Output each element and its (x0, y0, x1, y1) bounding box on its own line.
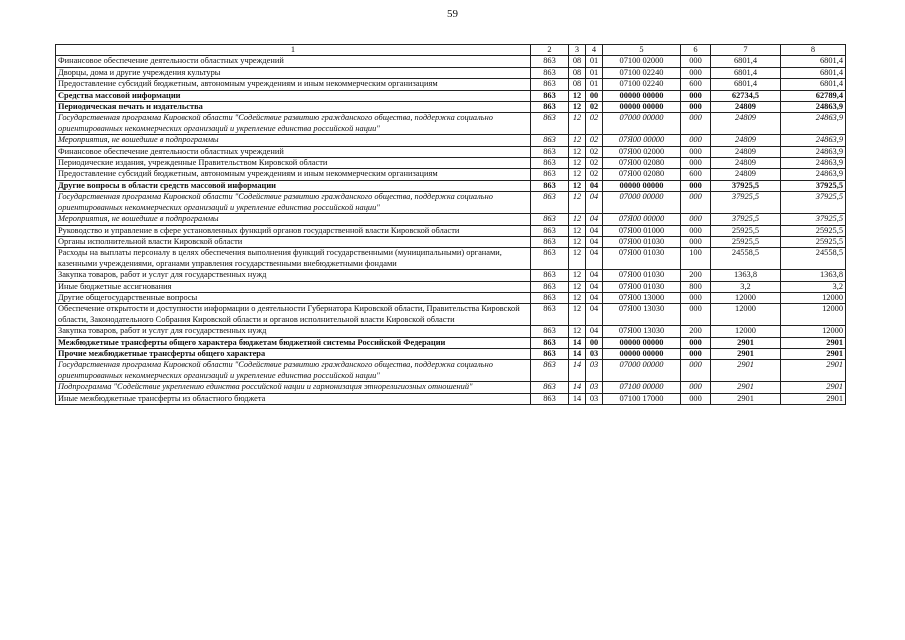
subsection-code-cell: 00 (586, 337, 603, 348)
amount-year1-cell: 6801,4 (711, 67, 781, 78)
target-article-cell: 00000 00000 (603, 180, 681, 191)
subsection-code-cell: 03 (586, 393, 603, 404)
subsection-code-cell: 04 (586, 180, 603, 191)
table-row (56, 236, 846, 247)
expense-name-cell: Иные межбюджетные трансферты из областного бюджета (56, 393, 531, 404)
subsection-code-cell: 03 (586, 382, 603, 393)
subsection-code-cell: 00 (586, 90, 603, 101)
amount-year1-cell: 2901 (711, 337, 781, 348)
table-row (56, 214, 846, 225)
target-article-cell: 07Я00 02080 (603, 169, 681, 180)
table-row (56, 158, 846, 169)
expense-type-cell: 000 (681, 113, 711, 135)
expense-type-cell: 200 (681, 270, 711, 281)
amount-year2-cell: 6801,4 (781, 67, 846, 78)
section-code-cell: 08 (569, 67, 586, 78)
subsection-code-cell: 04 (586, 326, 603, 337)
column-header: 1 (56, 45, 531, 56)
section-code-cell: 12 (569, 326, 586, 337)
section-code-cell: 12 (569, 236, 586, 247)
expense-name-cell: Расходы на выплаты персоналу в целях обеспечения выполнения функций государственными (муниципальными) органами, казенными учреждениями, органами управления государственными внебюджетными фондами (56, 248, 531, 270)
amount-year2-cell: 37925,5 (781, 214, 846, 225)
section-code-cell: 12 (569, 135, 586, 146)
target-article-cell: 07Я00 13000 (603, 292, 681, 303)
section-code-cell: 12 (569, 102, 586, 113)
expense-type-cell: 800 (681, 281, 711, 292)
amount-year2-cell: 24863,9 (781, 135, 846, 146)
amount-year2-cell: 37925,5 (781, 180, 846, 191)
table-body (56, 56, 846, 405)
target-article-cell: 07Я00 02000 (603, 146, 681, 157)
department-code-cell: 863 (531, 56, 569, 67)
table-row (56, 79, 846, 90)
expense-type-cell: 200 (681, 326, 711, 337)
target-article-cell: 07Я00 01000 (603, 225, 681, 236)
table-row (56, 248, 846, 270)
department-code-cell: 863 (531, 180, 569, 191)
subsection-code-cell: 03 (586, 360, 603, 382)
expense-name-cell: Прочие межбюджетные трансферты общего характера (56, 348, 531, 359)
column-header: 4 (586, 45, 603, 56)
target-article-cell: 07Я00 01030 (603, 236, 681, 247)
expense-type-cell: 000 (681, 360, 711, 382)
expense-type-cell: 000 (681, 180, 711, 191)
amount-year1-cell: 24809 (711, 169, 781, 180)
expense-name-cell: Предоставление субсидий бюджетным, автономным учреждениям и иным некоммерческим организациям (56, 79, 531, 90)
section-code-cell: 12 (569, 113, 586, 135)
table-row (56, 225, 846, 236)
expense-name-cell: Финансовое обеспечение деятельности областных учреждений (56, 56, 531, 67)
expense-name-cell: Финансовое обеспечение деятельности областных учреждений (56, 146, 531, 157)
section-code-cell: 12 (569, 225, 586, 236)
table-row (56, 67, 846, 78)
subsection-code-cell: 03 (586, 348, 603, 359)
department-code-cell: 863 (531, 382, 569, 393)
expense-name-cell: Периодическая печать и издательства (56, 102, 531, 113)
table-row (56, 192, 846, 214)
table-row (56, 281, 846, 292)
subsection-code-cell: 04 (586, 292, 603, 303)
section-code-cell: 12 (569, 304, 586, 326)
department-code-cell: 863 (531, 90, 569, 101)
section-code-cell: 14 (569, 337, 586, 348)
section-code-cell: 14 (569, 360, 586, 382)
subsection-code-cell: 01 (586, 56, 603, 67)
amount-year1-cell: 12000 (711, 326, 781, 337)
expense-type-cell: 000 (681, 158, 711, 169)
table-row (56, 393, 846, 404)
department-code-cell: 863 (531, 225, 569, 236)
section-code-cell: 12 (569, 192, 586, 214)
section-code-cell: 14 (569, 393, 586, 404)
target-article-cell: 07100 02240 (603, 79, 681, 90)
target-article-cell: 07100 17000 (603, 393, 681, 404)
amount-year1-cell: 24809 (711, 113, 781, 135)
column-header: 6 (681, 45, 711, 56)
amount-year1-cell: 37925,5 (711, 192, 781, 214)
subsection-code-cell: 02 (586, 158, 603, 169)
department-code-cell: 863 (531, 214, 569, 225)
amount-year2-cell: 12000 (781, 304, 846, 326)
department-code-cell: 863 (531, 326, 569, 337)
expense-name-cell: Дворцы, дома и другие учреждения культуры (56, 67, 531, 78)
expense-name-cell: Государственная программа Кировской области "Содействие развитию гражданского общества, поддержка социально ориентированных некоммерческих организаций и укрепление единства российской нации" (56, 192, 531, 214)
amount-year2-cell: 6801,4 (781, 56, 846, 67)
subsection-code-cell: 02 (586, 169, 603, 180)
expense-name-cell: Мероприятия, не вошедшие в подпрограммы (56, 135, 531, 146)
expense-type-cell: 100 (681, 248, 711, 270)
subsection-code-cell: 04 (586, 236, 603, 247)
target-article-cell: 00000 00000 (603, 90, 681, 101)
amount-year2-cell: 6801,4 (781, 79, 846, 90)
target-article-cell: 07000 00000 (603, 360, 681, 382)
table-row (56, 169, 846, 180)
subsection-code-cell: 02 (586, 102, 603, 113)
section-code-cell: 12 (569, 90, 586, 101)
table-row (56, 113, 846, 135)
section-code-cell: 12 (569, 248, 586, 270)
department-code-cell: 863 (531, 67, 569, 78)
expense-type-cell: 000 (681, 236, 711, 247)
column-header: 2 (531, 45, 569, 56)
table-row (56, 180, 846, 191)
table-row (56, 56, 846, 67)
section-code-cell: 14 (569, 348, 586, 359)
subsection-code-cell: 02 (586, 146, 603, 157)
table-row (56, 135, 846, 146)
expense-type-cell: 000 (681, 90, 711, 101)
column-header: 7 (711, 45, 781, 56)
expense-type-cell: 000 (681, 146, 711, 157)
amount-year1-cell: 6801,4 (711, 56, 781, 67)
target-article-cell: 07Я00 01030 (603, 281, 681, 292)
expense-name-cell: Обеспечение открытости и доступности информации о деятельности Губернатора Кировской области, Правительства Кировской области, Законодательного Собрания Кировской области и органов исполнительной власти Кировской области (56, 304, 531, 326)
amount-year1-cell: 1363,8 (711, 270, 781, 281)
table-row (56, 360, 846, 382)
subsection-code-cell: 04 (586, 304, 603, 326)
expense-name-cell: Периодические издания, учрежденные Правительством Кировской области (56, 158, 531, 169)
subsection-code-cell: 04 (586, 281, 603, 292)
target-article-cell: 07Я00 00000 (603, 135, 681, 146)
amount-year2-cell: 24863,9 (781, 169, 846, 180)
amount-year1-cell: 24809 (711, 146, 781, 157)
expense-type-cell: 000 (681, 225, 711, 236)
amount-year1-cell: 24809 (711, 135, 781, 146)
department-code-cell: 863 (531, 281, 569, 292)
subsection-code-cell: 04 (586, 225, 603, 236)
subsection-code-cell: 04 (586, 270, 603, 281)
expense-type-cell: 000 (681, 102, 711, 113)
amount-year2-cell: 24558,5 (781, 248, 846, 270)
section-code-cell: 12 (569, 158, 586, 169)
amount-year2-cell: 12000 (781, 326, 846, 337)
column-number-row (56, 45, 846, 56)
section-code-cell: 12 (569, 214, 586, 225)
section-code-cell: 08 (569, 56, 586, 67)
budget-table (55, 44, 846, 405)
department-code-cell: 863 (531, 304, 569, 326)
department-code-cell: 863 (531, 102, 569, 113)
amount-year1-cell: 6801,4 (711, 79, 781, 90)
department-code-cell: 863 (531, 292, 569, 303)
expense-name-cell: Подпрограмма "Содействие укреплению единства российской нации и гармонизация этнорелигиозных отношений" (56, 382, 531, 393)
target-article-cell: 07Я00 01030 (603, 270, 681, 281)
table-row (56, 90, 846, 101)
table-row (56, 102, 846, 113)
page-number: 59 (447, 8, 458, 20)
department-code-cell: 863 (531, 248, 569, 270)
expense-type-cell: 000 (681, 348, 711, 359)
expense-type-cell: 000 (681, 135, 711, 146)
subsection-code-cell: 04 (586, 214, 603, 225)
amount-year1-cell: 37925,5 (711, 180, 781, 191)
department-code-cell: 863 (531, 348, 569, 359)
expense-name-cell: Государственная программа Кировской области "Содействие развитию гражданского общества, поддержка социально ориентированных некоммерческих организаций и укрепление единства российской нации" (56, 360, 531, 382)
expense-type-cell: 000 (681, 192, 711, 214)
expense-type-cell: 000 (681, 67, 711, 78)
amount-year2-cell: 2901 (781, 393, 846, 404)
target-article-cell: 07Я00 02080 (603, 158, 681, 169)
amount-year1-cell: 37925,5 (711, 214, 781, 225)
target-article-cell: 07100 02000 (603, 56, 681, 67)
expense-type-cell: 000 (681, 292, 711, 303)
target-article-cell: 07Я00 13030 (603, 304, 681, 326)
department-code-cell: 863 (531, 337, 569, 348)
section-code-cell: 12 (569, 270, 586, 281)
expense-type-cell: 600 (681, 169, 711, 180)
target-article-cell: 00000 00000 (603, 337, 681, 348)
target-article-cell: 00000 00000 (603, 348, 681, 359)
expense-type-cell: 000 (681, 393, 711, 404)
expense-type-cell: 000 (681, 382, 711, 393)
subsection-code-cell: 01 (586, 79, 603, 90)
amount-year2-cell: 24863,9 (781, 113, 846, 135)
expense-name-cell: Руководство и управление в сфере установленных функций органов государственной власти Кировской области (56, 225, 531, 236)
expense-name-cell: Межбюджетные трансферты общего характера бюджетам бюджетной системы Российской Федерации (56, 337, 531, 348)
target-article-cell: 07000 00000 (603, 192, 681, 214)
expense-name-cell: Предоставление субсидий бюджетным, автономным учреждениям и иным некоммерческим организациям (56, 169, 531, 180)
expense-type-cell: 000 (681, 337, 711, 348)
amount-year2-cell: 2901 (781, 337, 846, 348)
subsection-code-cell: 01 (586, 67, 603, 78)
table-row (56, 292, 846, 303)
amount-year1-cell: 2901 (711, 360, 781, 382)
table-row (56, 348, 846, 359)
department-code-cell: 863 (531, 79, 569, 90)
department-code-cell: 863 (531, 158, 569, 169)
amount-year2-cell: 62789,4 (781, 90, 846, 101)
column-header: 5 (603, 45, 681, 56)
section-code-cell: 12 (569, 180, 586, 191)
section-code-cell: 14 (569, 382, 586, 393)
expense-type-cell: 000 (681, 56, 711, 67)
amount-year2-cell: 24863,9 (781, 158, 846, 169)
expense-type-cell: 000 (681, 214, 711, 225)
amount-year2-cell: 37925,5 (781, 192, 846, 214)
amount-year2-cell: 1363,8 (781, 270, 846, 281)
subsection-code-cell: 04 (586, 192, 603, 214)
amount-year2-cell: 25925,5 (781, 225, 846, 236)
column-header: 8 (781, 45, 846, 56)
amount-year1-cell: 2901 (711, 393, 781, 404)
department-code-cell: 863 (531, 146, 569, 157)
amount-year1-cell: 2901 (711, 382, 781, 393)
amount-year1-cell: 25925,5 (711, 225, 781, 236)
section-code-cell: 12 (569, 281, 586, 292)
section-code-cell: 08 (569, 79, 586, 90)
expense-type-cell: 000 (681, 304, 711, 326)
amount-year2-cell: 25925,5 (781, 236, 846, 247)
target-article-cell: 07100 02240 (603, 67, 681, 78)
amount-year1-cell: 12000 (711, 292, 781, 303)
department-code-cell: 863 (531, 169, 569, 180)
target-article-cell: 07100 00000 (603, 382, 681, 393)
amount-year1-cell: 62734,5 (711, 90, 781, 101)
amount-year1-cell: 24809 (711, 158, 781, 169)
table-row (56, 337, 846, 348)
expense-name-cell: Закупка товаров, работ и услуг для государственных нужд (56, 270, 531, 281)
target-article-cell: 07Я00 13030 (603, 326, 681, 337)
expense-type-cell: 600 (681, 79, 711, 90)
target-article-cell: 07000 00000 (603, 113, 681, 135)
expense-name-cell: Другие вопросы в области средств массовой информации (56, 180, 531, 191)
department-code-cell: 863 (531, 360, 569, 382)
section-code-cell: 12 (569, 292, 586, 303)
amount-year1-cell: 2901 (711, 348, 781, 359)
target-article-cell: 07Я00 00000 (603, 214, 681, 225)
department-code-cell: 863 (531, 113, 569, 135)
amount-year1-cell: 24558,5 (711, 248, 781, 270)
expense-name-cell: Мероприятия, не вошедшие в подпрограммы (56, 214, 531, 225)
section-code-cell: 12 (569, 169, 586, 180)
table-row (56, 326, 846, 337)
table-row (56, 270, 846, 281)
amount-year1-cell: 12000 (711, 304, 781, 326)
column-header: 3 (569, 45, 586, 56)
amount-year2-cell: 24863,9 (781, 146, 846, 157)
expense-name-cell: Государственная программа Кировской области "Содействие развитию гражданского общества, поддержка социально ориентированных некоммерческих организаций и укрепление единства российской нации" (56, 113, 531, 135)
amount-year2-cell: 2901 (781, 360, 846, 382)
table-row (56, 304, 846, 326)
amount-year2-cell: 24863,9 (781, 102, 846, 113)
amount-year1-cell: 24809 (711, 102, 781, 113)
department-code-cell: 863 (531, 236, 569, 247)
expense-name-cell: Органы исполнительной власти Кировской области (56, 236, 531, 247)
department-code-cell: 863 (531, 135, 569, 146)
target-article-cell: 00000 00000 (603, 102, 681, 113)
target-article-cell: 07Я00 01030 (603, 248, 681, 270)
expense-name-cell: Иные бюджетные ассигнования (56, 281, 531, 292)
table-row (56, 146, 846, 157)
expense-name-cell: Закупка товаров, работ и услуг для государственных нужд (56, 326, 531, 337)
subsection-code-cell: 02 (586, 113, 603, 135)
subsection-code-cell: 04 (586, 248, 603, 270)
amount-year2-cell: 2901 (781, 382, 846, 393)
department-code-cell: 863 (531, 192, 569, 214)
expense-name-cell: Средства массовой информации (56, 90, 531, 101)
amount-year2-cell: 3,2 (781, 281, 846, 292)
amount-year1-cell: 25925,5 (711, 236, 781, 247)
amount-year2-cell: 2901 (781, 348, 846, 359)
table-row (56, 382, 846, 393)
amount-year2-cell: 12000 (781, 292, 846, 303)
section-code-cell: 12 (569, 146, 586, 157)
amount-year1-cell: 3,2 (711, 281, 781, 292)
department-code-cell: 863 (531, 393, 569, 404)
subsection-code-cell: 02 (586, 135, 603, 146)
department-code-cell: 863 (531, 270, 569, 281)
expense-name-cell: Другие общегосударственные вопросы (56, 292, 531, 303)
